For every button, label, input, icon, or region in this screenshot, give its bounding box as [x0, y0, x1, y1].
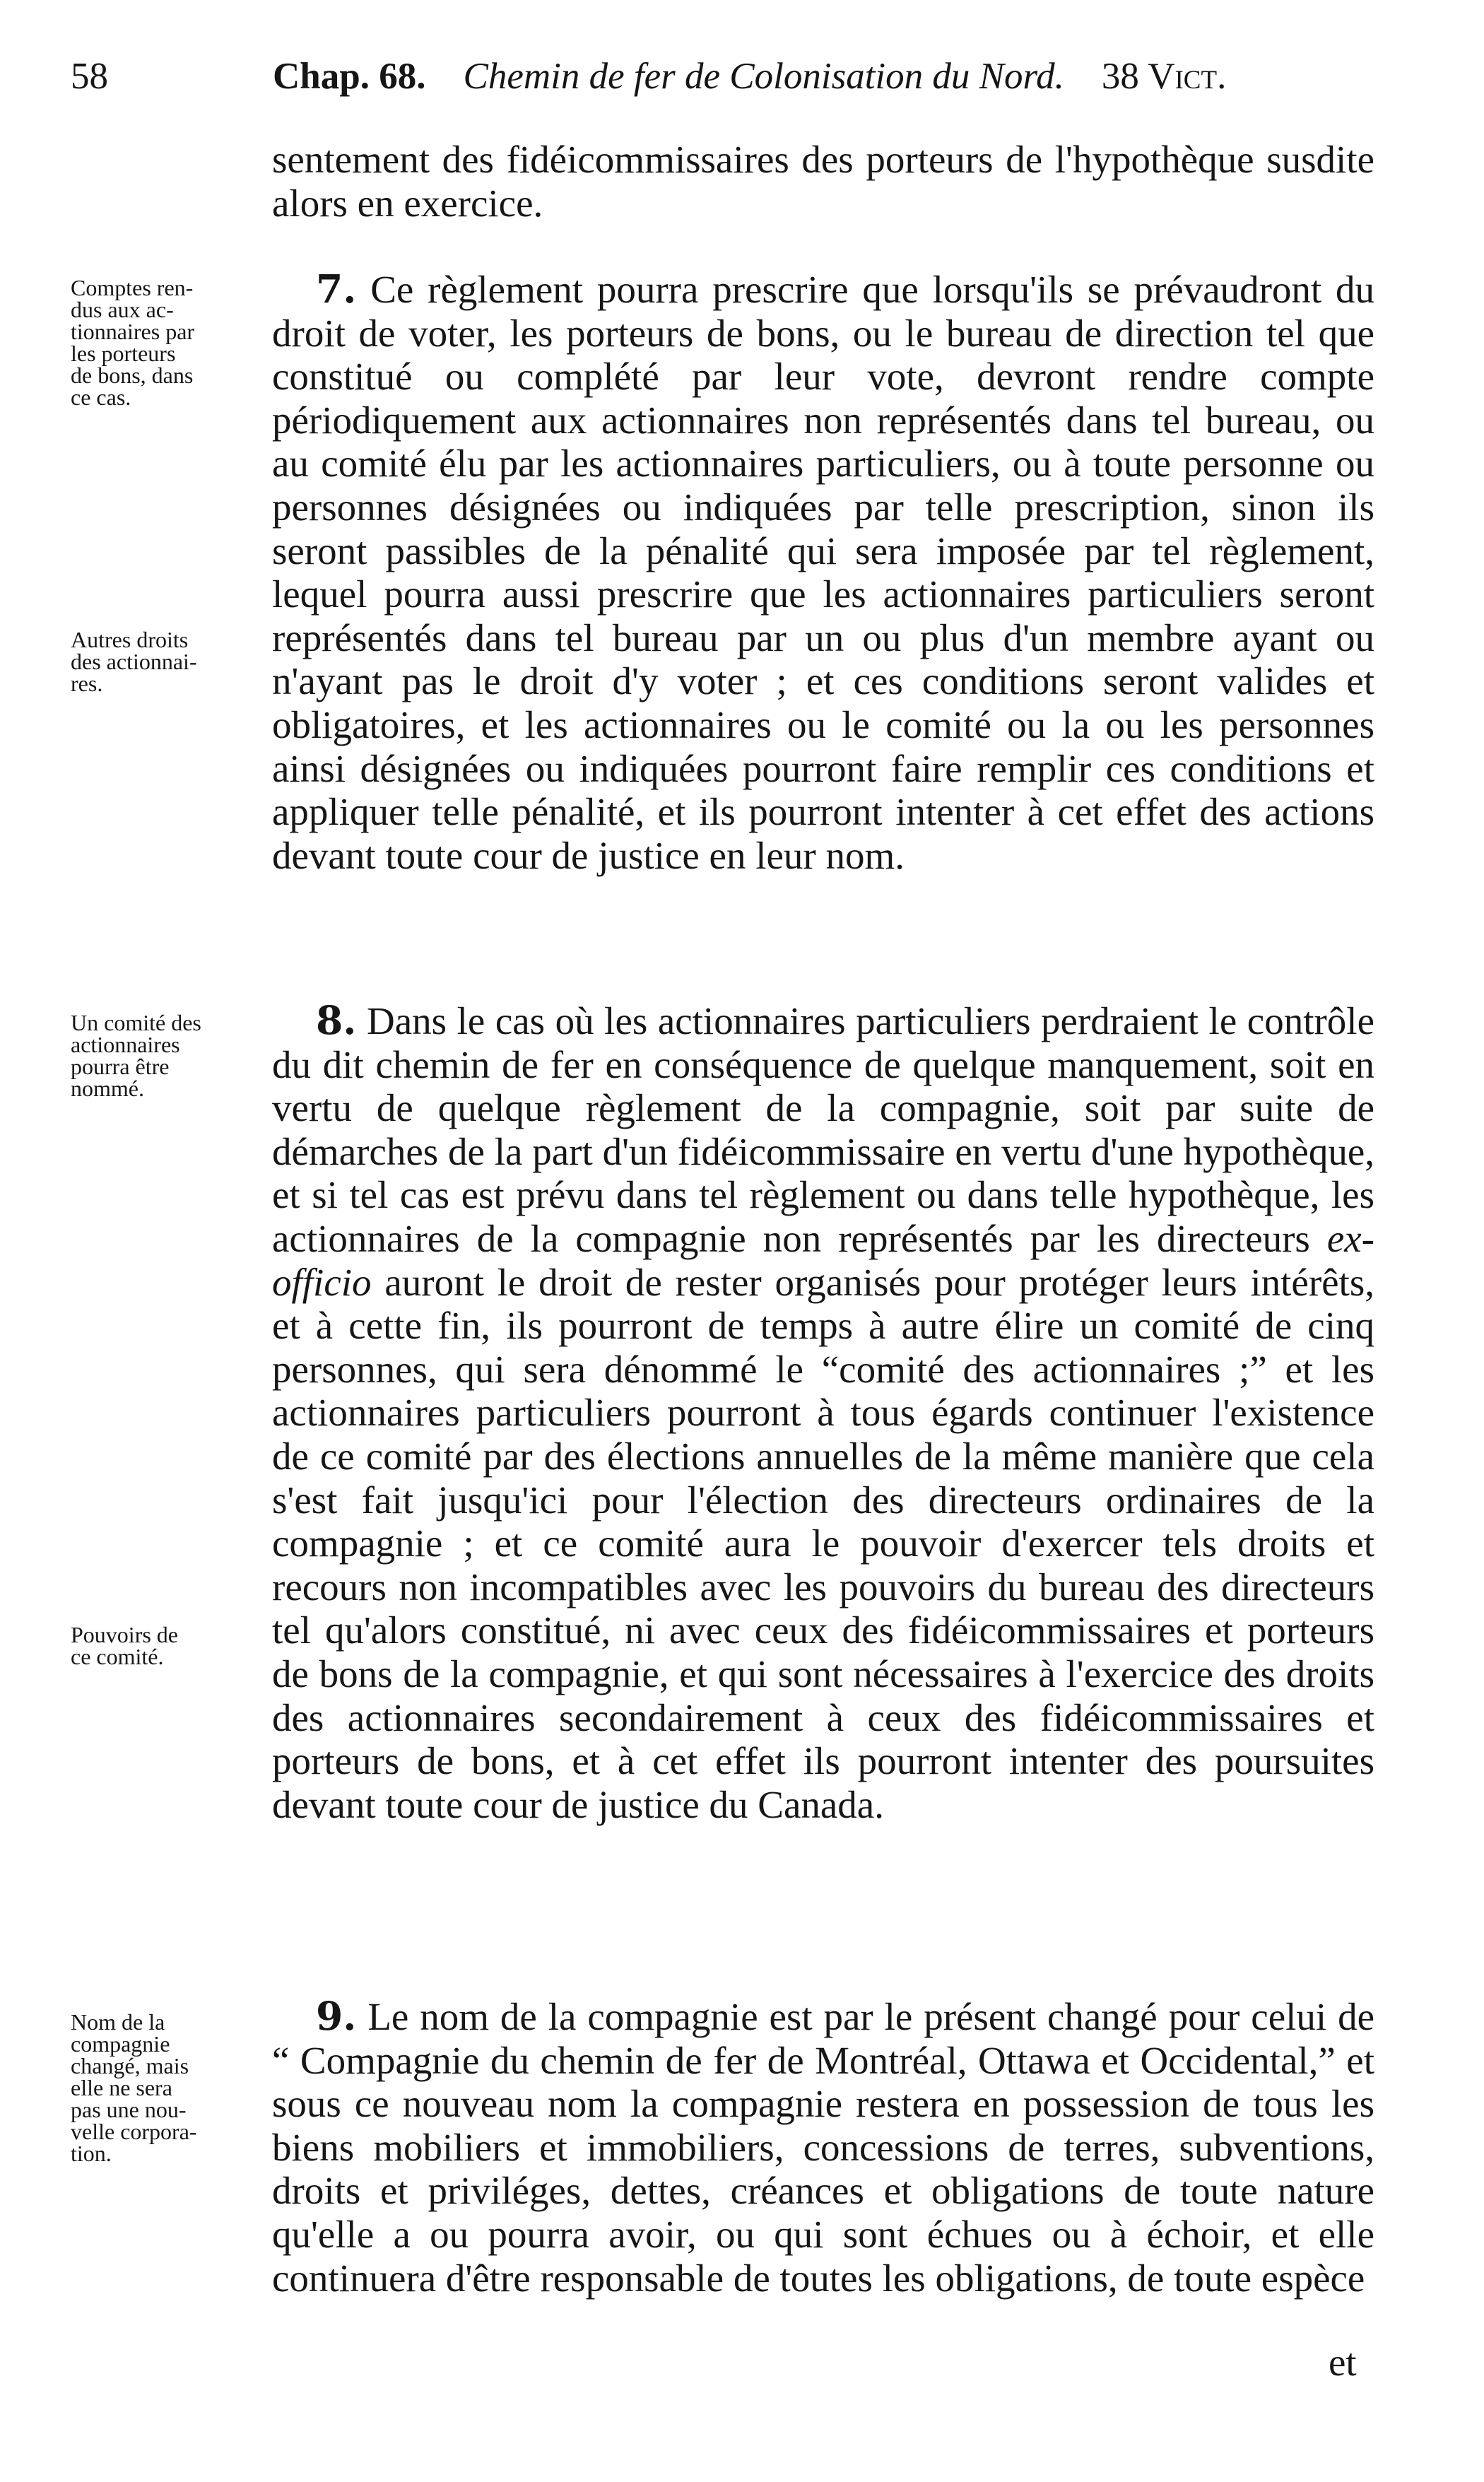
marginal-note-line: velle corpora- [71, 2119, 197, 2144]
continuation-text: sentement des fidéicommissaires des porteurs de l'hypothèque susdite alors en exercice. [272, 138, 1374, 225]
marginal-note-line: nommé. [71, 1076, 144, 1101]
continuation-paragraph [272, 138, 1374, 225]
section-9-paragraph [272, 1994, 1374, 2300]
section-8-number: 8. [316, 997, 357, 1043]
section-9-number: 9. [316, 1993, 357, 2039]
marginal-note-line: Pouvoirs de [71, 1622, 178, 1647]
marginal-note-line: ce cas. [71, 384, 131, 410]
marginal-note-line: elle ne sera [71, 2075, 172, 2100]
marginal-note-line: Autres droits [71, 627, 189, 652]
act-title: Chemin de fer de Colonisation du Nord. [463, 56, 1064, 97]
section-8-text-start: Dans le cas où les actionnaires particuliers perdraient le contrôle du dit chemin de fer en conséquence de quelque manquement, soit en vertu de quelque règlement de la compagnie, soit par suite de démarches de la part d'un fidéicommissaire en vertu d'une hypothèque, et si tel cas est prévu dans tel règlement ou dans telle hypothèque, les actionnaires de la compagnie non représentés par les directeurs [272, 999, 1374, 1260]
section-9-text: Le nom de la compagnie est par le présent changé pour celui de “ Compagnie du chemin de fer de Montréal, Ottawa et Occidental,” et sous ce nouveau nom la compagnie restera en possession de tous les biens mobiliers et immobiliers, concessions de terres, subventions, droits et priviléges, dettes, créances et obligations de toute nature qu'elle a ou pourra avoir, ou qui sont échues ou à échoir, et elle continuera d'être responsable de toutes les obligations, de toute espèce [272, 1995, 1375, 2300]
running-header [71, 48, 1374, 105]
section-9 [272, 1994, 1374, 2300]
marginal-note-line: des actionnai- [71, 649, 197, 674]
section-7 [272, 267, 1374, 877]
marginal-note-autres-droits [71, 629, 263, 695]
marginal-note-line: actionnaires [71, 1032, 180, 1057]
chapter-number: Chap. 68. [273, 56, 426, 97]
section-7-text: Ce règlement pourra prescrire que lorsqu'ils se prévaudront du droit de voter, les porteurs de bons, ou le bureau de direction tel que constitué ou complété par leur vote, devront rendre compte périodiquement aux actionnaires non représentés dans tel bureau, ou au comité élu par les actionnaires particuliers, ou à toute personne ou personnes désignées ou indiquées par telle prescription, sinon ils seront passibles de la pénalité qui sera imposée par tel règlement, lequel pourra aussi prescrire que les actionnaires particuliers seront représentés dans tel bureau par un ou plus d'un membre ayant ou n'ayant pas le droit d'y voter ; et ces conditions seront valides et obligatoires, et les actionnaires ou le comité ou la ou les personnes ainsi désignées ou indiquées pourront faire remplir ces conditions et appliquer telle pénalité, et ils pourront intenter à cet effet des actions devant toute cour de justice en leur nom. [272, 268, 1375, 877]
marginal-note-line: Un comité des [71, 1010, 201, 1035]
section-7-paragraph [272, 267, 1374, 877]
marginal-note-line: res. [71, 671, 103, 696]
marginal-note-line: les porteurs [71, 341, 176, 366]
marginal-note-line: compagnie [71, 2031, 170, 2057]
marginal-note-line: pas une nou- [71, 2097, 187, 2122]
marginal-note-line: tion. [71, 2141, 112, 2166]
marginal-note-line: pourra être [71, 1054, 170, 1079]
page-number: 58 [71, 56, 108, 97]
section-8-text-end: auront le droit de rester organisés pour protéger leurs intérêts, et à cette fin, ils pourront de temps à autre élire un comité de cinq personnes, qui sera dénommé le “comité des actionnaires ;” et les actionnaires particuliers pourront à tous égards continuer l'existence de ce comité par des élections annuelles de la même manière que cela s'est fait jusqu'ici pour l'élection des directeurs ordinaires de la compagnie ; et ce comité aura le pouvoir d'exercer tels droits et recours non incompatibles avec les pouvoirs du bureau des directeurs tel qu'alors constitué, ni avec ceux des fidéicommissaires et porteurs de bons de la compagnie, et qui sont nécessaires à l'exercice des droits des actionnaires secondairement à ceux des fidéicommissaires et porteurs de bons, et à cet effet ils pourront intenter des poursuites devant toute cour de justice du Canada. [272, 1260, 1374, 1826]
marginal-note-comptes-rendus [71, 277, 263, 408]
marginal-note-line: Nom de la [71, 2009, 165, 2035]
marginal-note-line: dus aux ac- [71, 297, 174, 322]
marginal-note-line: ce comité. [71, 1644, 164, 1669]
section-7-number: 7. [316, 266, 357, 312]
marginal-note-comite-actionnaires [71, 1012, 263, 1100]
marginal-note-nom-compagnie [71, 2011, 263, 2165]
marginal-note-line: changé, mais [71, 2053, 189, 2078]
catchword: et [1329, 2341, 1357, 2384]
marginal-note-line: tionnaires par [71, 319, 195, 344]
section-8 [272, 999, 1374, 1826]
marginal-note-pouvoirs-comite [71, 1624, 263, 1668]
header-title [273, 48, 1226, 105]
section-8-paragraph [272, 999, 1374, 1826]
regnal-year: 38 Vict. [1101, 56, 1227, 97]
section-8-italic-term: ex-officio [272, 1216, 1374, 1304]
marginal-note-line: Comptes ren- [71, 275, 194, 300]
marginal-note-line: de bons, dans [71, 363, 194, 388]
